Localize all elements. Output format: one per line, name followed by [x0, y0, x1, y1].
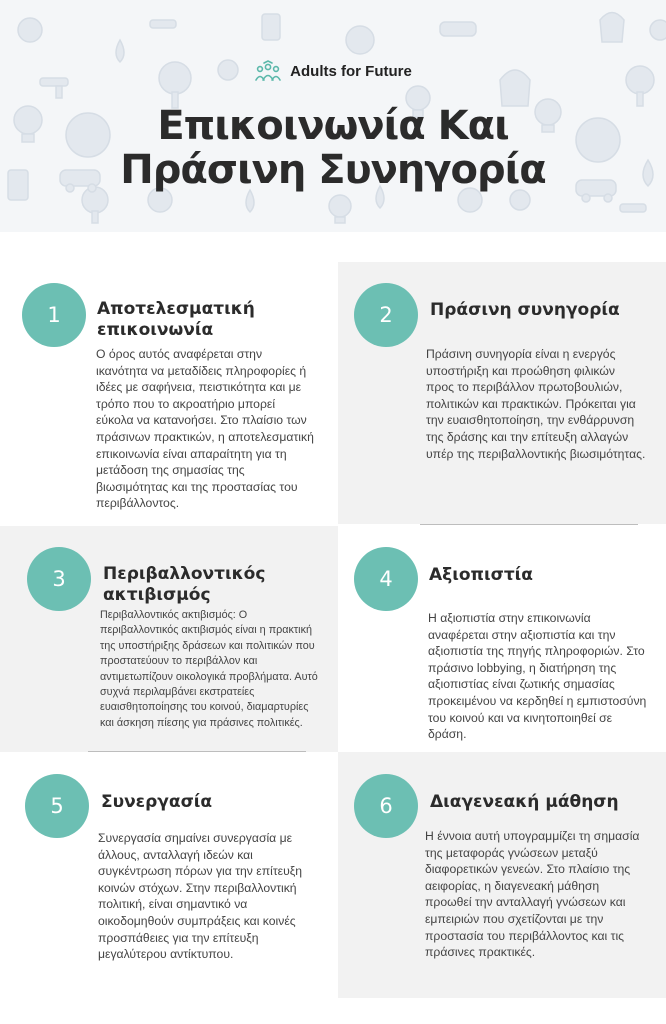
leaf-logo-icon — [254, 60, 282, 82]
divider — [88, 751, 306, 752]
water-drop-icon — [116, 40, 124, 62]
card-title: Διαγενεακή μάθηση — [430, 792, 619, 812]
card-number-badge: 5 — [25, 774, 89, 838]
brand — [0, 60, 666, 82]
recycle-bag-icon — [600, 13, 624, 43]
water-drop-icon — [246, 190, 254, 212]
fuel-pump-icon — [262, 14, 280, 40]
card-title: Περιβαλλοντικός ακτιβισμός — [103, 564, 266, 605]
card-title: Αποτελεσματική επικοινωνία — [97, 299, 255, 340]
page-title-line1: Επικοινωνία Και — [157, 103, 509, 149]
card-number-badge: 6 — [354, 774, 418, 838]
brand-name: Adults for Future — [290, 62, 412, 80]
card-body: Πράσινη συνηγορία είναι η ενεργός υποστήριξη και προώθηση φιλικών προς το περιβάλλον πρωτοβουλιών, πολιτικών και πρακτικών. Πρόκειται για την ευαισθητοποίηση, την ενθάρρυνση της δράσης και την επίτευξη αλλαγών υπέρ της περιβαλλοντικής βιωσιμότητας. — [426, 347, 646, 461]
lightbulb-icon — [329, 195, 351, 223]
page-title — [0, 104, 666, 192]
card-title: Αξιοπιστία — [429, 565, 533, 585]
card-number-badge: 2 — [354, 283, 418, 347]
globe-icon — [346, 26, 374, 54]
card-body: Η αξιοπιστία στην επικοινωνία αναφέρεται στην αξιοπιστία και την αξιοπιστία της πηγής πληροφοριών. Στο πράσινο lobbying, η διατήρηση της αξιοπιστίας είναι ζωτικής σημασίας προκειμένου να κερδηθεί η εμπιστοσύνη του κοινού και να κινητοποιηθεί σε δράση. — [428, 611, 647, 742]
page-title-line2: Πράσινη Συνηγορία — [120, 147, 546, 193]
water-tap-icon — [620, 204, 646, 212]
header-banner — [0, 0, 666, 232]
tree-icon — [82, 187, 108, 223]
card-body: Περιβαλλοντικός ακτιβισμός: Ο περιβαλλοντικός ακτιβισμός είναι η πρακτική της υποστήριξης δράσεων και πολιτικών που προστατεύουν το περιβάλλον και αντιμετωπίζουν οικολογικά προβλήματα. Αυτό συχνά περιλαμβάνει εκστρατείες ευαισθητοποίησης του κοινού, διαμαρτυρίες και άσκηση πίεσης για πράσινες πολιτικές. — [100, 609, 318, 729]
card-body: Η έννοια αυτή υπογραμμίζει τη σημασία της μεταφοράς γνώσεων μεταξύ διαφορετικών γενεών. Στο πλαίσιο της αειφορίας, η διαγενεακή μάθηση προωθεί την ανταλλαγή γνώσεων και εμπειριών που σχετίζονται με την προστασία του περιβάλλοντος και τις πράσινες πρακτικές. — [425, 829, 640, 960]
car-icon — [440, 22, 476, 36]
card-body: Συνεργασία σημαίνει συνεργασία με άλλους, ανταλλαγή ιδεών και συγκέντρωση πόρων για την επίτευξη κοινών στόχων. Στην περιβαλλοντική πολιτική, είναι σημαντικό να οικοδομηθούν συμπράξεις και κοινές προσπάθειες για την επίτευξη μεγαλύτερου αντίκτυπου. — [98, 831, 302, 962]
card-body: Ο όρος αυτός αναφέρεται στην ικανότητα να μεταδίδεις πληροφορίες ή ιδέες με σαφήνεια, πειστικότητα και με τρόπο που το ακροατήριο μπορεί εύκολα να κατανοήσει. Στο πλαίσιο των πράσινων πρακτικών, η αποτελεσματική επικοινωνία είναι απαραίτητη για τη μετάδοση της σημασίας της βιωσιμότητας και της προστασίας του περιβάλλοντος. — [96, 347, 314, 511]
card-number-badge: 1 — [22, 283, 86, 347]
card-title: Πράσινη συνηγορία — [430, 300, 620, 320]
card-title: Συνεργασία — [101, 792, 213, 812]
divider — [420, 524, 638, 525]
card-number-badge: 4 — [354, 547, 418, 611]
card-number-badge: 3 — [27, 547, 91, 611]
water-tap-icon — [150, 20, 176, 28]
